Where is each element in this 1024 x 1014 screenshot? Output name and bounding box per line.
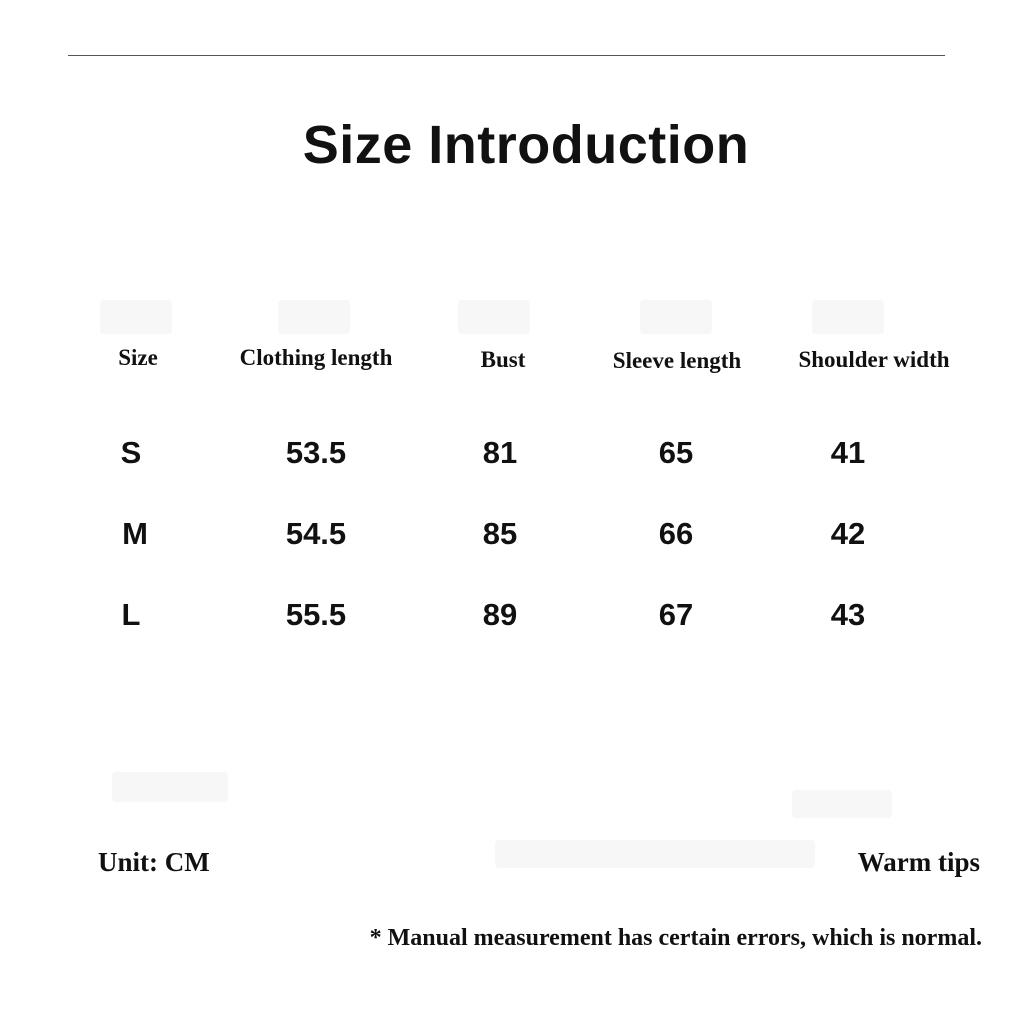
cell-bust: 85 [482,516,518,551]
header-sleeve-length: Sleeve length [612,348,742,373]
decorative-placeholder [792,790,892,818]
header-size: Size [118,345,158,370]
decorative-placeholder [812,300,884,334]
warm-tips-label: Warm tips [857,847,980,877]
decorative-placeholder [640,300,712,334]
cell-sleeve-length: 66 [658,516,694,551]
cell-bust: 81 [482,435,518,470]
cell-size: S [120,435,142,470]
header-shoulder-width: Shoulder width [798,347,950,372]
cell-size: M [122,516,148,551]
cell-sleeve-length: 67 [658,597,694,632]
cell-clothing-length: 54.5 [285,516,347,551]
cell-bust: 89 [482,597,518,632]
header-bust: Bust [480,347,526,372]
cell-shoulder-width: 43 [830,597,866,632]
decorative-placeholder [112,772,228,802]
cell-size: L [121,597,141,632]
decorative-placeholder [278,300,350,334]
decorative-placeholder [495,840,815,868]
cell-shoulder-width: 42 [830,516,866,551]
page-title: Size Introduction [302,115,750,175]
header-clothing-length: Clothing length [239,345,393,370]
measurement-note: * Manual measurement has certain errors, which is normal. [369,925,982,951]
decorative-placeholder [100,300,172,334]
cell-clothing-length: 53.5 [285,435,347,470]
decorative-placeholder [458,300,530,334]
unit-label: Unit: CM [98,847,210,877]
cell-shoulder-width: 41 [830,435,866,470]
top-divider [68,55,945,56]
cell-sleeve-length: 65 [658,435,694,470]
cell-clothing-length: 55.5 [285,597,347,632]
